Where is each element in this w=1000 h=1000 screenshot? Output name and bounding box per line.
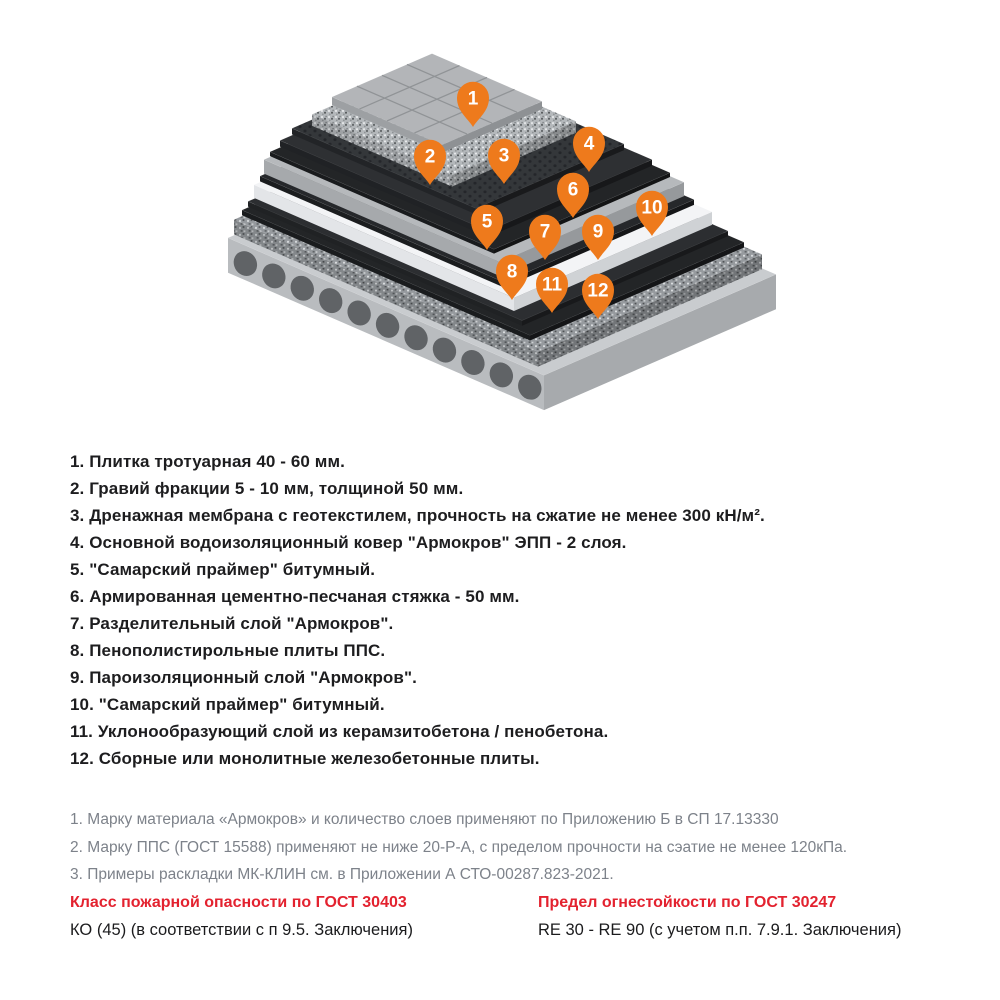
svg-text:12: 12 bbox=[587, 280, 609, 302]
marker-pin-11 bbox=[534, 266, 570, 316]
svg-text:3: 3 bbox=[498, 145, 510, 167]
fire-resistance-block bbox=[538, 894, 968, 940]
legend-item: 10. "Самарский праймер" битумный. bbox=[70, 695, 385, 714]
marker-pin-8 bbox=[494, 253, 530, 303]
legend-item: 9. Пароизоляционный слой "Армокров". bbox=[70, 668, 417, 687]
fire-hazard-class-value: КО (45) (в соответствии с п 9.5. Заключения) bbox=[70, 921, 413, 939]
legend-item: 7. Разделительный слой "Армокров". bbox=[70, 614, 394, 633]
legend-item: 2. Гравий фракции 5 - 10 мм, толщиной 50 мм. bbox=[70, 479, 464, 498]
legend-item: 1. Плитка тротуарная 40 - 60 мм. bbox=[70, 452, 345, 471]
svg-text:6: 6 bbox=[567, 179, 579, 201]
svg-text:9: 9 bbox=[592, 221, 604, 243]
legend-item: 12. Сборные или монолитные железобетонные плиты. bbox=[70, 749, 540, 768]
footnotes bbox=[70, 806, 950, 889]
svg-text:11: 11 bbox=[541, 274, 563, 296]
marker-pin-3 bbox=[486, 137, 522, 187]
marker-pin-10 bbox=[634, 189, 670, 239]
svg-text:4: 4 bbox=[583, 133, 595, 155]
marker-pin-2 bbox=[412, 138, 448, 188]
svg-text:2: 2 bbox=[424, 146, 436, 168]
fire-resistance-value: RE 30 - RE 90 (с учетом п.п. 7.9.1. Заключения) bbox=[538, 921, 902, 939]
svg-text:10: 10 bbox=[641, 197, 663, 219]
footnote-item: 2. Марку ППС (ГОСТ 15588) применяют не ниже 20-Р-А, с пределом прочности на сэатие не менее 120кПа. bbox=[70, 838, 848, 856]
marker-pin-5 bbox=[469, 203, 505, 253]
svg-text:8: 8 bbox=[506, 261, 518, 283]
fire-hazard-class-heading: Класс пожарной опасности по ГОСТ 30403 bbox=[70, 894, 407, 911]
legend-item: 4. Основной водоизоляционный ковер "Армокров" ЭПП - 2 слоя. bbox=[70, 533, 627, 552]
layers-legend bbox=[70, 448, 930, 772]
marker-pin-12 bbox=[580, 272, 616, 322]
svg-text:5: 5 bbox=[481, 211, 493, 233]
marker-pin-1 bbox=[455, 80, 491, 130]
marker-pin-7 bbox=[527, 213, 563, 263]
footnote-item: 1. Марку материала «Армокров» и количество слоев применяют по Приложению Б в СП 17.13330 bbox=[70, 811, 779, 828]
svg-text:1: 1 bbox=[467, 88, 479, 110]
marker-pin-9 bbox=[580, 213, 616, 263]
marker-pin-4 bbox=[571, 125, 607, 175]
fire-resistance-heading: Предел огнестойкости по ГОСТ 30247 bbox=[538, 894, 837, 911]
svg-text:7: 7 bbox=[539, 221, 551, 243]
legend-item: 11. Уклонообразующий слой из керамзитобетона / пенобетона. bbox=[70, 722, 609, 741]
legend-item: 3. Дренажная мембрана с геотекстилем, прочность на сжатие не менее 300 кН/м². bbox=[70, 506, 765, 525]
fire-hazard-class-block bbox=[70, 894, 500, 940]
legend-item: 8. Пенополистирольные плиты ППС. bbox=[70, 641, 386, 660]
footnote-item: 3. Примеры раскладки МК-КЛИН см. в Приложении А СТО-00287.823-2021. bbox=[70, 866, 614, 883]
legend-item: 6. Армированная цементно-песчаная стяжка - 50 мм. bbox=[70, 587, 520, 606]
legend-item: 5. "Самарский праймер" битумный. bbox=[70, 560, 376, 579]
